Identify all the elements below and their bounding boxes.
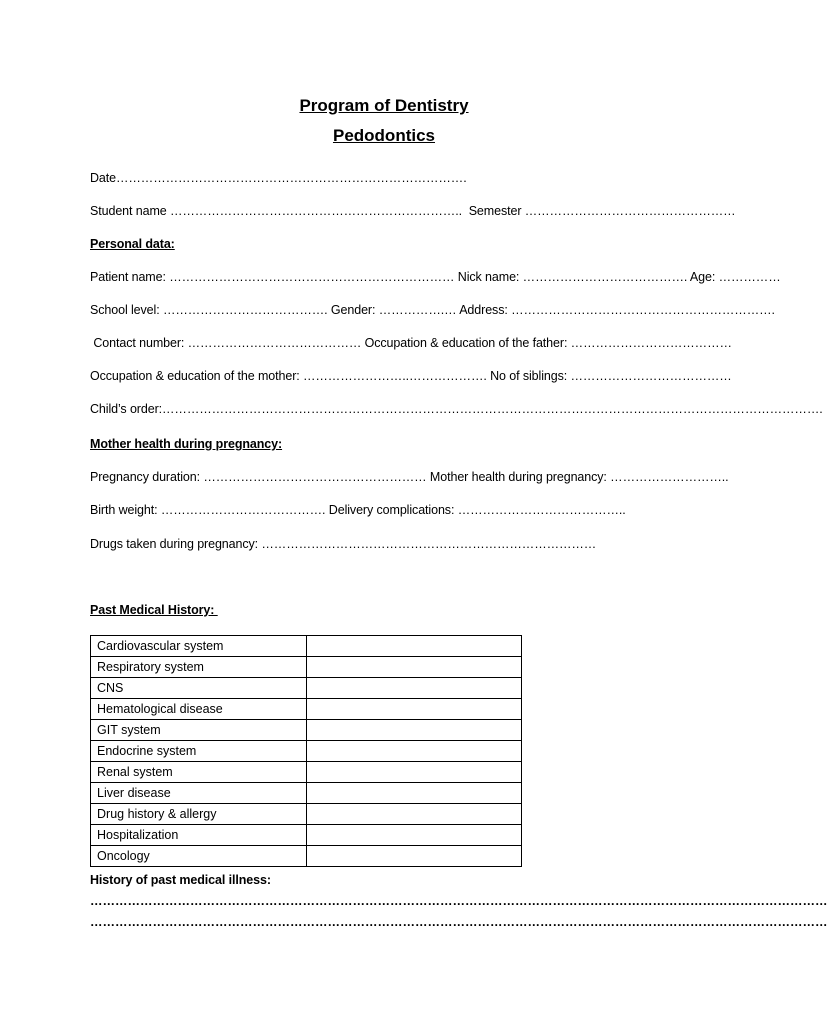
- table-row: [91, 804, 522, 825]
- table-row: [91, 762, 522, 783]
- table-row: [91, 657, 522, 678]
- condition-answer-cell[interactable]: [307, 783, 522, 804]
- condition-answer-cell[interactable]: [307, 699, 522, 720]
- condition-label: Endocrine system: [91, 741, 307, 762]
- condition-label: GIT system: [91, 720, 307, 741]
- contact-father-field[interactable]: Contact number: …………………………………… Occupation & education of the father: …………………………………: [90, 336, 732, 350]
- mother-health-heading: Mother health during pregnancy:: [90, 437, 283, 451]
- condition-label: Liver disease: [91, 783, 307, 804]
- condition-answer-cell[interactable]: [307, 636, 522, 657]
- past-medical-history-heading: Past Medical History:: [90, 603, 218, 617]
- condition-answer-cell[interactable]: [307, 804, 522, 825]
- condition-answer-cell[interactable]: [307, 741, 522, 762]
- date-field[interactable]: Date………………………………………………………………………….: [90, 171, 467, 185]
- condition-label: Cardiovascular system: [91, 636, 307, 657]
- department-title: Pedodontics: [332, 126, 435, 145]
- birth-weight-field[interactable]: Birth weight: …………………………………. Delivery complications: …………………………………..: [90, 503, 626, 517]
- condition-label: Drug history & allergy: [91, 804, 307, 825]
- mother-siblings-field[interactable]: Occupation & education of the mother: ……………………..………………. No of siblings: …………………………………: [90, 369, 732, 383]
- student-semester-field[interactable]: Student name …………………………………………………………….. Semester ……………………………………………: [90, 204, 736, 218]
- table-row: [91, 636, 522, 657]
- table-row: [91, 783, 522, 804]
- condition-label: CNS: [91, 678, 307, 699]
- table-row: [91, 678, 522, 699]
- child-order-field[interactable]: Child’s order:…………………………………………………………………………………………………………………………………………….: [90, 402, 823, 416]
- table-row: [91, 741, 522, 762]
- condition-answer-cell[interactable]: [307, 825, 522, 846]
- patient-name-field[interactable]: Patient name: …………………………………………………………… Nick name: …………………………………. Age: ……………: [90, 270, 781, 284]
- condition-label: Hospitalization: [91, 825, 307, 846]
- table-row: [91, 825, 522, 846]
- table-row: [91, 846, 522, 867]
- condition-label: Oncology: [91, 846, 307, 867]
- past-illness-line-2[interactable]: ……………………………………………………………………………………………………………………………………………………………: [90, 915, 828, 929]
- condition-label: Hematological disease: [91, 699, 307, 720]
- table-row: [91, 699, 522, 720]
- condition-label: Renal system: [91, 762, 307, 783]
- condition-answer-cell[interactable]: [307, 720, 522, 741]
- school-gender-address-field[interactable]: School level: …………………………………. Gender: …………….… Address: ……………………………………………………….: [90, 303, 775, 317]
- table-row: [91, 720, 522, 741]
- personal-data-heading: Personal data:: [90, 237, 175, 251]
- condition-answer-cell[interactable]: [307, 657, 522, 678]
- condition-answer-cell[interactable]: [307, 762, 522, 783]
- past-illness-line-1[interactable]: ……………………………………………………………………………………………………………………………………………………………: [90, 894, 828, 908]
- condition-label: Respiratory system: [91, 657, 307, 678]
- drugs-field[interactable]: Drugs taken during pregnancy: ………………………………………………………………………: [90, 537, 597, 551]
- condition-answer-cell[interactable]: [307, 846, 522, 867]
- past-illness-label: History of past medical illness:: [90, 873, 271, 887]
- program-title: Program of Dentistry: [299, 96, 469, 115]
- medical-history-table: [90, 635, 522, 867]
- condition-answer-cell[interactable]: [307, 678, 522, 699]
- pregnancy-field[interactable]: Pregnancy duration: ……………………………………………… Mother health during pregnancy: ………………………..: [90, 470, 729, 484]
